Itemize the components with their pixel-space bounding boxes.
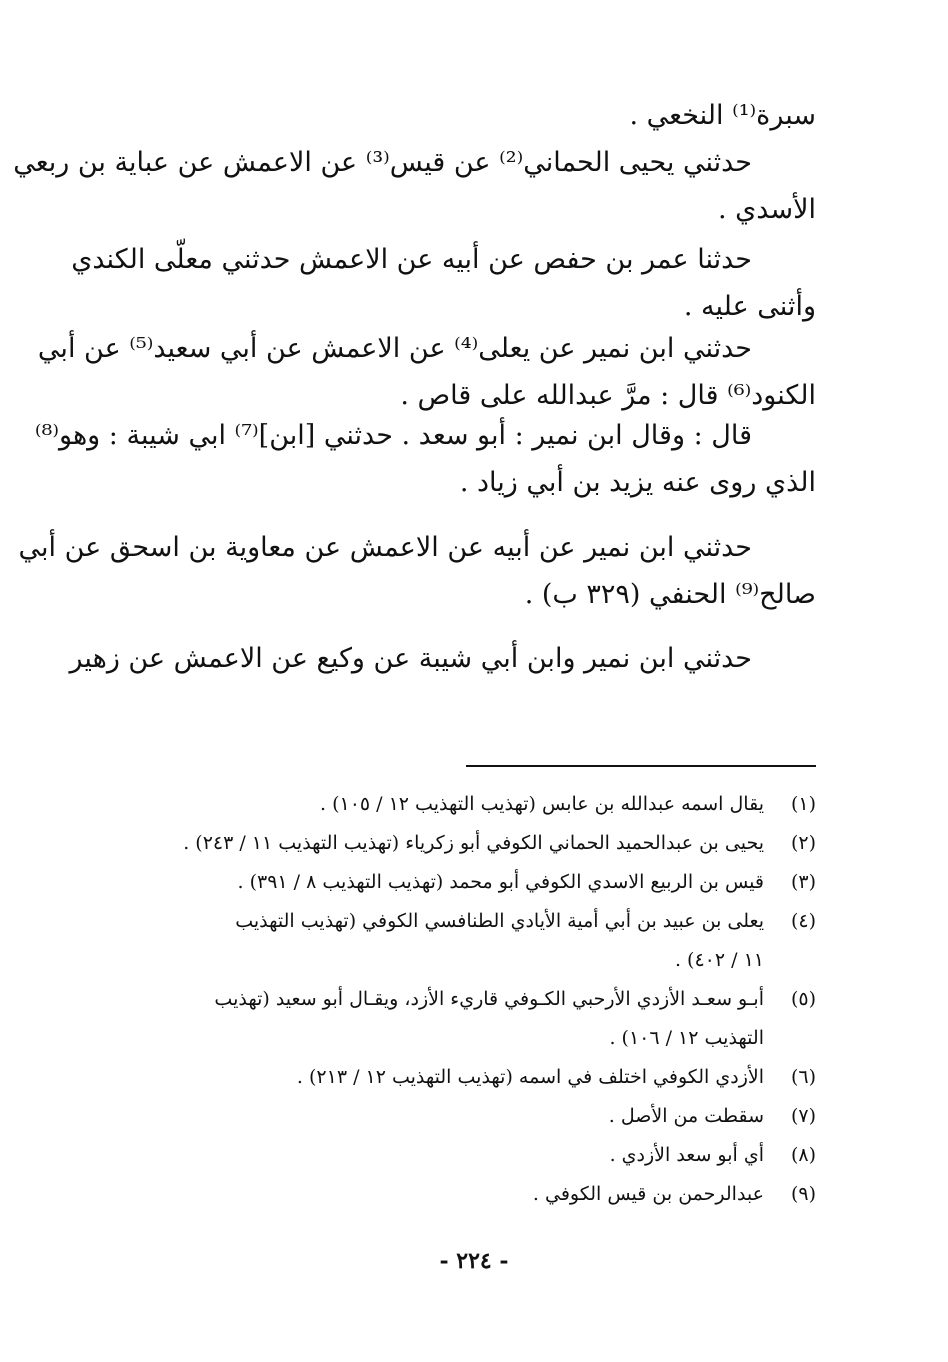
paragraph-6 <box>18 524 816 618</box>
footnote-text: عبدالرحمن بن قيس الكوفي . <box>532 1183 764 1205</box>
paragraph-4 <box>37 325 816 419</box>
paragraph-line: حدثني يحيى الحماني⁽²⁾ عن قيس⁽³⁾ عن الاعمش عن عباية بن ربعي <box>13 147 752 178</box>
paragraph-5 <box>34 412 816 506</box>
footnote-separator <box>466 765 816 767</box>
footnote-continuation: التهذيب ١٢ / ١٠٦) . <box>609 1027 764 1049</box>
footnote-number: (٥) <box>790 988 816 1010</box>
paragraph-1 <box>120 92 816 139</box>
footnote-text: أبـو سعـد الأزدي الأرحبي الكـوفي قاريء الأزد، ويقـال أبو سعيد (تهذيب <box>214 988 764 1010</box>
footnote-text: أي أبو سعد الأزدي . <box>609 1144 764 1166</box>
paragraph-line: حدثني ابن نمير عن أبيه عن الاعمش عن معاوية بن اسحق عن أبي <box>18 532 752 563</box>
footnote-5 <box>118 980 816 1058</box>
paragraph-line: صالح⁽⁹⁾ الحنفي (٣٢٩ ب) . <box>524 579 816 610</box>
paragraph-7 <box>69 635 816 682</box>
paragraph-line: الأسدي . <box>718 194 816 225</box>
footnote-text: يعلى بن عبيد بن أبي أمية الأيادي الطنافسي الكوفي (تهذيب التهذيب <box>235 910 764 932</box>
page-number: - ٢٢٤ - <box>439 1248 509 1274</box>
footnote-6 <box>118 1058 816 1097</box>
paragraph-line: الذي روى عنه يزيد بن أبي زياد . <box>459 467 816 498</box>
paragraph-line: حدثني ابن نمير وابن أبي شيبة عن وكيع عن الاعمش عن زهير <box>69 643 752 674</box>
footnote-7 <box>118 1097 816 1136</box>
footnote-1 <box>118 785 816 824</box>
footnote-text: يقال اسمه عبدالله بن عابس (تهذيب التهذيب ١٢ / ١٠٥) . <box>319 793 764 815</box>
paragraph-line: قال : وقال ابن نمير : أبو سعد . حدثني [ابن]⁽⁷⁾ ابي شيبة : وهو⁽⁸⁾ <box>34 420 752 451</box>
paragraph-3 <box>71 236 816 330</box>
footnote-number: (٦) <box>790 1066 816 1088</box>
paragraph-line: حدثني ابن نمير عن يعلى⁽⁴⁾ عن الاعمش عن أبي سعيد⁽⁵⁾ عن أبي <box>37 333 752 364</box>
footnote-4 <box>118 902 816 980</box>
footnote-number: (٤) <box>790 910 816 932</box>
footnote-8 <box>118 1136 816 1175</box>
footnote-number: (٧) <box>790 1105 816 1127</box>
footnote-text: سقطت من الأصل . <box>608 1105 764 1127</box>
footnote-text: يحيى بن عبدالحميد الحماني الكوفي أبو زكرياء (تهذيب التهذيب ١١ / ٢٤٣) . <box>183 832 764 854</box>
paragraph-line: حدثنا عمر بن حفص عن أبيه عن الاعمش حدثني معلّى الكندي <box>71 244 752 275</box>
paragraph-2 <box>13 139 816 233</box>
footnote-3 <box>118 863 816 902</box>
footnote-text: قيس بن الربيع الاسدي الكوفي أبو محمد (تهذيب التهذيب ٨ / ٣٩١) . <box>237 871 764 893</box>
footnote-2 <box>118 824 816 863</box>
footnote-number: (٣) <box>790 871 816 893</box>
footnote-continuation: ١١ / ٤٠٢) . <box>674 949 764 971</box>
paragraph-line: سبرة⁽¹⁾ النخعي . <box>629 100 816 131</box>
footnote-number: (٢) <box>790 832 816 854</box>
paragraph-line: الكنود⁽⁶⁾ قال : مرَّ عبدالله على قاص . <box>400 380 816 411</box>
footnote-number: (٨) <box>790 1144 816 1166</box>
footnote-text: الأزدي الكوفي اختلف في اسمه (تهذيب التهذيب ١٢ / ٢١٣) . <box>296 1066 764 1088</box>
footnote-number: (١) <box>790 793 816 815</box>
paragraph-line: وأثنى عليه . <box>683 291 816 322</box>
footnote-9 <box>118 1175 816 1214</box>
footnote-number: (٩) <box>790 1183 816 1205</box>
